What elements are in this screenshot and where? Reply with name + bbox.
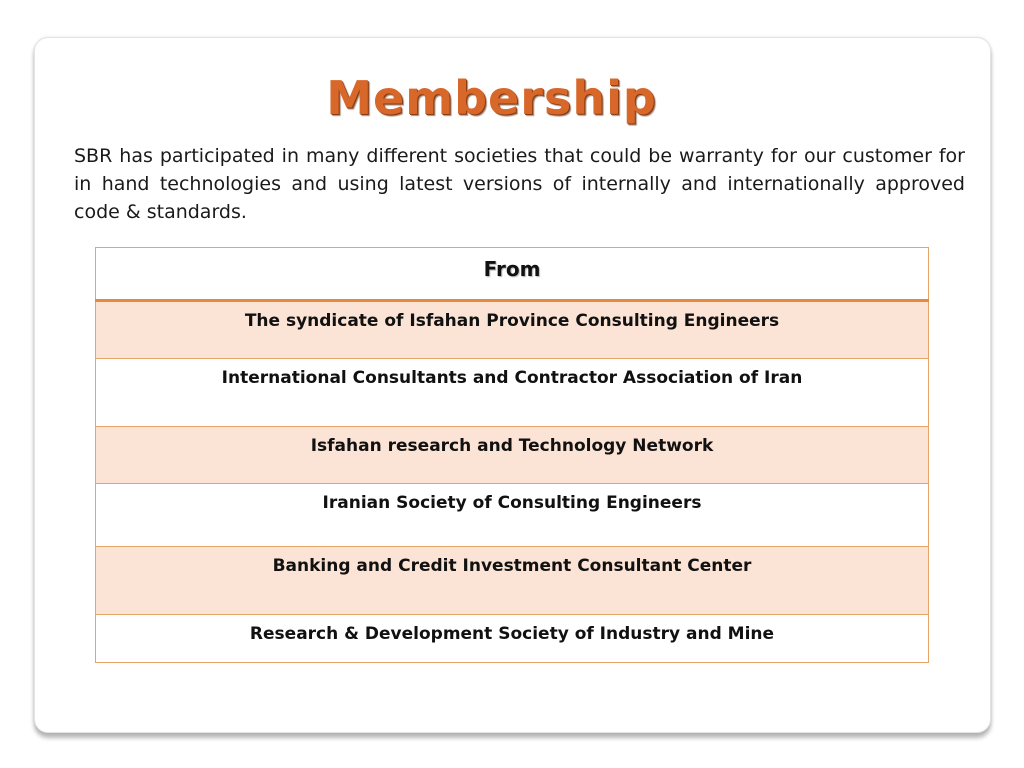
membership-cell: Research & Development Society of Industry and Mine [96,615,929,663]
table-header-from: From [96,248,929,301]
membership-cell: The syndicate of Isfahan Province Consulting Engineers [96,301,929,359]
table-row [96,484,929,547]
table-row [96,615,929,663]
membership-cell: International Consultants and Contractor Association of Iran [96,359,929,427]
membership-cell: Isfahan research and Technology Network [96,427,929,484]
table-row [96,359,929,427]
slide-title: Membership [326,71,657,125]
membership-table [95,247,929,663]
table-row [96,427,929,484]
membership-cell: Banking and Credit Investment Consultant Center [96,547,929,615]
membership-cell: Iranian Society of Consulting Engineers [96,484,929,547]
table-header-row [96,248,929,301]
table-row [96,547,929,615]
table-row [96,301,929,359]
intro-paragraph: SBR has participated in many different societies that could be warranty for our customer for in hand technologies and using latest versions of internally and internationally approved code & standards. [74,145,965,223]
